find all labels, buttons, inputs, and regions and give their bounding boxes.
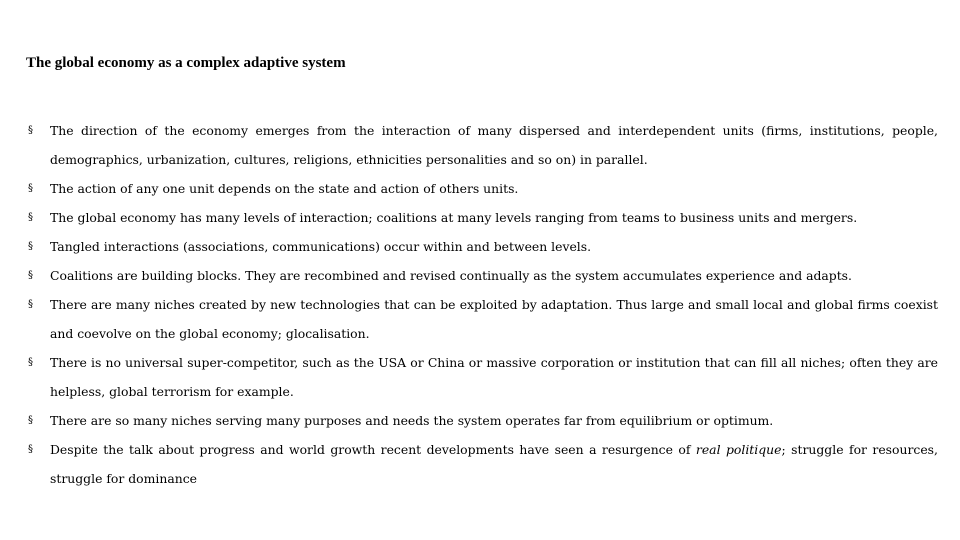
bullet-item-7 xyxy=(28,348,938,406)
bullet-item-5 xyxy=(28,261,938,290)
bullet-text-after: ; struggle for resources, struggle for dominance xyxy=(50,442,938,486)
bullet-marker-icon: § xyxy=(28,183,33,194)
bullet-marker-icon: § xyxy=(28,241,33,252)
bullet-list xyxy=(28,116,938,493)
bullet-text: There is no universal super-competitor, such as the USA or China or massive corporation or institution that can fill all niches; often they are helpless, global terrorism for example. xyxy=(50,355,938,399)
bullet-marker-icon: § xyxy=(28,415,33,426)
bullet-item-3 xyxy=(28,203,938,232)
slide-title: The global economy as a complex adaptive system xyxy=(26,55,346,71)
bullet-item-9 xyxy=(28,435,938,493)
bullet-text-before: Despite the talk about progress and world growth recent developments have seen a resurgence of xyxy=(50,442,696,457)
bullet-marker-icon: § xyxy=(28,357,33,368)
bullet-text: Tangled interactions (associations, communications) occur within and between levels. xyxy=(50,239,592,254)
bullet-marker-icon: § xyxy=(28,444,33,455)
bullet-item-4 xyxy=(28,232,938,261)
bullet-item-8 xyxy=(28,406,938,435)
bullet-marker-icon: § xyxy=(28,212,33,223)
bullet-item-1 xyxy=(28,116,938,174)
bullet-text: The action of any one unit depends on the state and action of others units. xyxy=(50,181,519,196)
bullet-marker-icon: § xyxy=(28,125,33,136)
bullet-item-6 xyxy=(28,290,938,348)
bullet-text-italic: real politique xyxy=(695,442,782,457)
bullet-text: Coalitions are building blocks. They are recombined and revised continually as the system accumulates experience and adapts. xyxy=(50,268,852,283)
bullet-text: There are many niches created by new technologies that can be exploited by adaptation. Thus large and small local and global firms coexist and coevolve on the global economy; glocalisation. xyxy=(50,297,938,341)
bullet-item-2 xyxy=(28,174,938,203)
bullet-text: The direction of the economy emerges from the interaction of many dispersed and interdependent units (firms, institutions, people, demographics, urbanization, cultures, religions, ethnicities personalities and so on) in parallel. xyxy=(50,123,938,167)
bullet-marker-icon: § xyxy=(28,270,33,281)
bullet-text: There are so many niches serving many purposes and needs the system operates far from equilibrium or optimum. xyxy=(50,413,774,428)
bullet-marker-icon: § xyxy=(28,299,33,310)
bullet-text: The global economy has many levels of interaction; coalitions at many levels ranging from teams to business units and mergers. xyxy=(50,210,858,225)
